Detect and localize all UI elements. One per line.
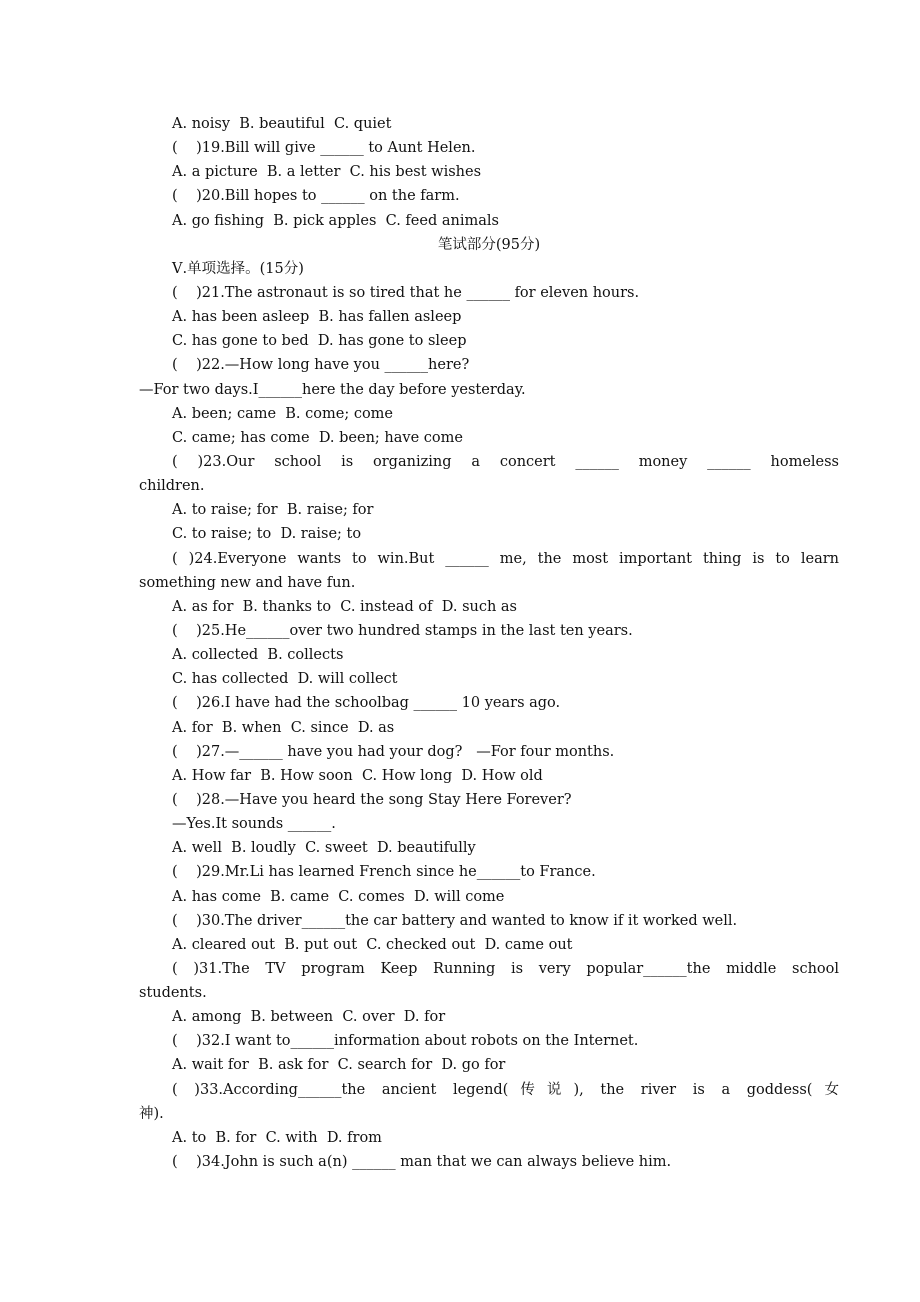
q31-options: A. among B. between C. over D. for [172, 1009, 446, 1026]
q32-options: A. wait for B. ask for C. search for D. go for [172, 1057, 506, 1074]
q27-stem: ( )27.—______ have you had your dog? —For four months. [172, 743, 615, 760]
q29-options: A. has come B. came C. comes D. will come [172, 888, 505, 905]
q31-stem-continued: students. [139, 985, 207, 1002]
q32-stem: ( )32.I want to______information about robots on the Internet. [172, 1033, 639, 1050]
q24-stem-continued: something new and have fun. [139, 574, 356, 591]
q22-options-cd: C. came; has come D. been; have come [172, 429, 463, 446]
q22-options-ab: A. been; came B. come; come [172, 405, 394, 422]
q33-stem-continued: 神). [139, 1105, 164, 1122]
q24-stem: ( )24.Everyone wants to win.But ______ me, the most important thing is to learn [172, 550, 839, 567]
q19-stem: ( )19.Bill will give ______ to Aunt Helen. [172, 140, 476, 157]
q31-stem: ( )31.The TV program Keep Running is very popular______the middle school [172, 960, 839, 977]
q30-stem: ( )30.The driver______the car battery and wanted to know if it worked well. [172, 912, 738, 929]
q26-options: A. for B. when C. since D. as [172, 719, 395, 736]
q33-stem: ( )33.According______the ancient legend(传说), the river is a goddess(女 [172, 1081, 839, 1098]
section-heading-written: 笔试部分(95分) [437, 236, 541, 253]
q23-stem-continued: children. [139, 478, 205, 495]
q33-options: A. to B. for C. with D. from [172, 1129, 382, 1146]
q28-dialogue: —Yes.It sounds ______. [172, 816, 336, 833]
q20-stem: ( )20.Bill hopes to ______ on the farm. [172, 188, 460, 205]
q21-options-ab: A. has been asleep B. has fallen asleep [172, 309, 462, 326]
q20-options: A. go fishing B. pick apples C. feed animals [172, 212, 499, 229]
q21-options-cd: C. has gone to bed D. has gone to sleep [172, 333, 467, 350]
q22-dialogue: —For two days.I______here the day before yesterday. [139, 381, 526, 398]
q28-options: A. well B. loudly C. sweet D. beautifully [172, 840, 476, 857]
section-v-title: Ⅴ.单项选择。(15分) [172, 260, 304, 277]
q18-options: A. noisy B. beautiful C. quiet [172, 116, 392, 132]
q28-stem: ( )28.—Have you heard the song Stay Here Forever? [172, 791, 572, 808]
q24-options: A. as for B. thanks to C. instead of D. such as [172, 598, 517, 615]
q23-options-cd: C. to raise; to D. raise; to [172, 526, 362, 543]
q25-options-ab: A. collected B. collects [172, 647, 344, 664]
q26-stem: ( )26.I have had the schoolbag ______ 10 years ago. [172, 695, 561, 712]
q23-stem: ( )23.Our school is organizing a concert ______ money ______ homeless [172, 453, 839, 470]
q25-stem: ( )25.He______over two hundred stamps in the last ten years. [172, 622, 633, 639]
q19-options: A. a picture B. a letter C. his best wishes [172, 164, 482, 181]
q27-options: A. How far B. How soon C. How long D. How old [172, 767, 543, 784]
q22-stem: ( )22.—How long have you ______here? [172, 357, 470, 374]
q21-stem: ( )21.The astronaut is so tired that he ______ for eleven hours. [172, 284, 640, 301]
q34-stem: ( )34.John is such a(n) ______ man that we can always believe him. [172, 1154, 672, 1171]
q29-stem: ( )29.Mr.Li has learned French since he______to France. [172, 864, 596, 881]
q25-options-cd: C. has collected D. will collect [172, 671, 398, 688]
q30-options: A. cleared out B. put out C. checked out D. came out [172, 936, 573, 953]
document-body [139, 112, 839, 1174]
q23-options-ab: A. to raise; for B. raise; for [172, 502, 374, 519]
